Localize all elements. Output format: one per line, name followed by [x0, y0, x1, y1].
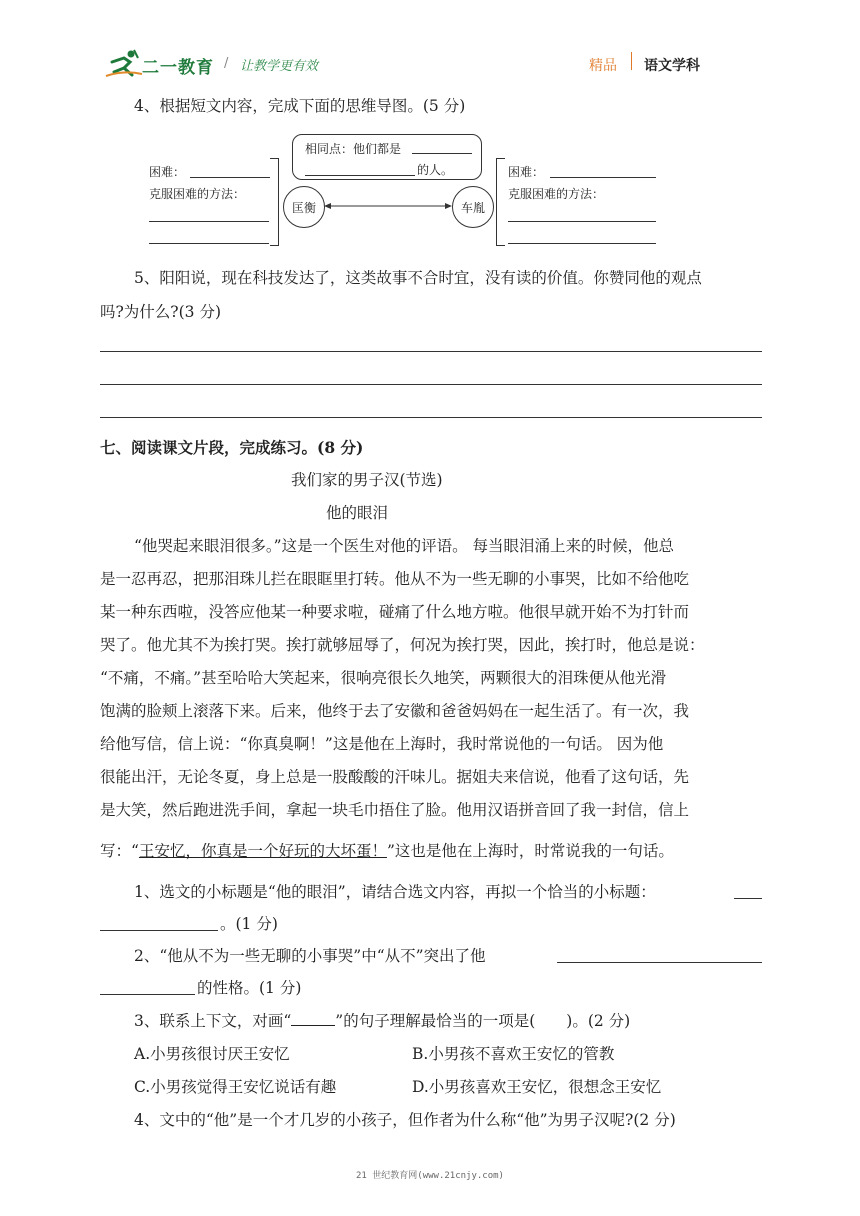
- answer-line[interactable]: [100, 417, 762, 418]
- passage-text: 写：“: [100, 842, 139, 860]
- mindmap-node-cheyin: 车胤: [452, 186, 494, 228]
- underline-sample: [291, 1011, 335, 1026]
- answer-blank[interactable]: [550, 177, 656, 178]
- question-5-line1: 5、阳阳说，现在科技发达了，这类故事不合时宜，没有读的价值。你赞同他的观点: [134, 269, 702, 287]
- question-4-prompt: 4、根据短文内容，完成下面的思维导图。(5 分): [134, 97, 466, 115]
- passage-line: 给他写信，信上说：“你真臭啊！”这是他在上海时，我时常说他的一句话。 因为他: [100, 735, 664, 753]
- brand-name: 二一教育: [142, 58, 214, 78]
- option-b[interactable]: B.小男孩不喜欢王安忆的管教: [412, 1045, 615, 1063]
- answer-blank[interactable]: [508, 243, 656, 244]
- header-divider: [631, 52, 632, 70]
- passage-line: 哭了。他尤其不为挨打哭。挨打就够屈辱了，何况为挨打哭，因此，挨打时，他总是说：: [100, 636, 705, 654]
- passage-line: 是大笑，然后跑进洗手间，拿起一块毛巾捂住了脸。他用汉语拼音回了我一封信，信上: [100, 801, 690, 819]
- section-7-heading: 七、阅读课文片段，完成练习。(8 分): [100, 438, 364, 457]
- mindmap-left-difficulty: 困难：: [149, 165, 186, 179]
- brand-slogan: 让教学更有效: [240, 59, 319, 74]
- header-slash: /: [224, 56, 229, 71]
- header-quality-label: 精品: [589, 58, 617, 74]
- passage-title: 我们家的男子汉(节选): [291, 471, 443, 489]
- answer-blank[interactable]: [100, 930, 218, 931]
- answer-blank[interactable]: [557, 962, 762, 963]
- right-bracket: [496, 158, 505, 246]
- underlined-sentence: 王安忆，你真是一个好玩的大坏蛋！: [138, 842, 387, 860]
- page-footer: 21 世纪教育网(www.21cnjy.com): [356, 1171, 504, 1181]
- passage-line: 饱满的脸颊上滚落下来。后来，他终于去了安徽和爸爸妈妈在一起生活了。有一次，我: [100, 702, 690, 720]
- double-arrow-icon: [324, 200, 452, 212]
- question-text: 3、联系上下文，对画“: [134, 1012, 292, 1030]
- question-text: ”的句子理解最恰当的一项是( )。(2 分): [335, 1012, 631, 1030]
- left-bracket: [270, 158, 279, 246]
- option-a[interactable]: A.小男孩很讨厌王安忆: [134, 1045, 290, 1063]
- passage-text: ”这也是他在上海时，时常说我的一句话。: [386, 842, 674, 860]
- runner-logo-icon: [104, 48, 144, 78]
- mindmap-right-difficulty: 困难：: [508, 165, 545, 179]
- answer-blank[interactable]: [149, 221, 269, 222]
- answer-blank[interactable]: [100, 994, 195, 995]
- passage-line: 某一种东西啦，没答应他某一种要求啦，碰痛了什么地方啦。他很早就开始不为打针而: [100, 603, 690, 621]
- answer-blank[interactable]: [412, 153, 472, 154]
- s7-question-4: 4、文中的“他”是一个才几岁的小孩子，但作者为什么称“他”为男子汉呢?(2 分): [134, 1111, 676, 1129]
- s7-question-1-suffix: 。(1 分): [220, 915, 278, 933]
- passage-line: 是一忍再忍，把那泪珠儿拦在眼眶里打转。他从不为一些无聊的小事哭，比如不给他吃: [100, 570, 690, 588]
- answer-blank[interactable]: [190, 177, 270, 178]
- question-5-line2: 吗?为什么?(3 分): [100, 303, 222, 321]
- option-d[interactable]: D.小男孩喜欢王安忆，很想念王安忆: [412, 1078, 662, 1096]
- answer-blank[interactable]: [734, 898, 762, 899]
- passage-line: “不痛，不痛。”甚至哈哈大笑起来，很响亮很长久地笑，两颗很大的泪珠便从他光滑: [100, 669, 667, 687]
- option-c[interactable]: C.小男孩觉得王安忆说话有趣: [134, 1078, 337, 1096]
- answer-blank[interactable]: [149, 243, 269, 244]
- answer-line[interactable]: [100, 351, 762, 352]
- answer-blank[interactable]: [305, 175, 415, 176]
- mindmap-common-point: 相同点：他们都是: [305, 142, 402, 156]
- s7-question-2: 2、“他从不为一些无聊的小事哭”中“从不”突出了他: [134, 947, 486, 965]
- s7-question-2-suffix: 的性格。(1 分): [197, 979, 302, 997]
- answer-line[interactable]: [100, 384, 762, 385]
- header-subject-label: 语文学科: [644, 58, 700, 74]
- s7-question-3: [134, 1011, 630, 1031]
- passage-last-line: [100, 841, 674, 861]
- mindmap-right-method: 克服困难的方法：: [508, 187, 605, 201]
- answer-blank[interactable]: [508, 221, 656, 222]
- passage-line: 很能出汗，无论冬夏，身上总是一股酸酸的汗味儿。据姐夫来信说，他看了这句话，先: [100, 768, 690, 786]
- passage-line: “他哭起来眼泪很多。”这是一个医生对他的评语。 每当眼泪涌上来的时候，他总: [134, 537, 675, 555]
- s7-question-1: 1、选文的小标题是“他的眼泪”，请结合选文内容，再拟一个恰当的小标题：: [134, 883, 656, 901]
- mindmap-node-kuangheng: 匡衡: [283, 186, 325, 228]
- passage-subtitle: 他的眼泪: [326, 504, 389, 522]
- mindmap-left-method: 克服困难的方法：: [149, 187, 246, 201]
- mindmap-common-suffix: 的人。: [417, 163, 454, 177]
